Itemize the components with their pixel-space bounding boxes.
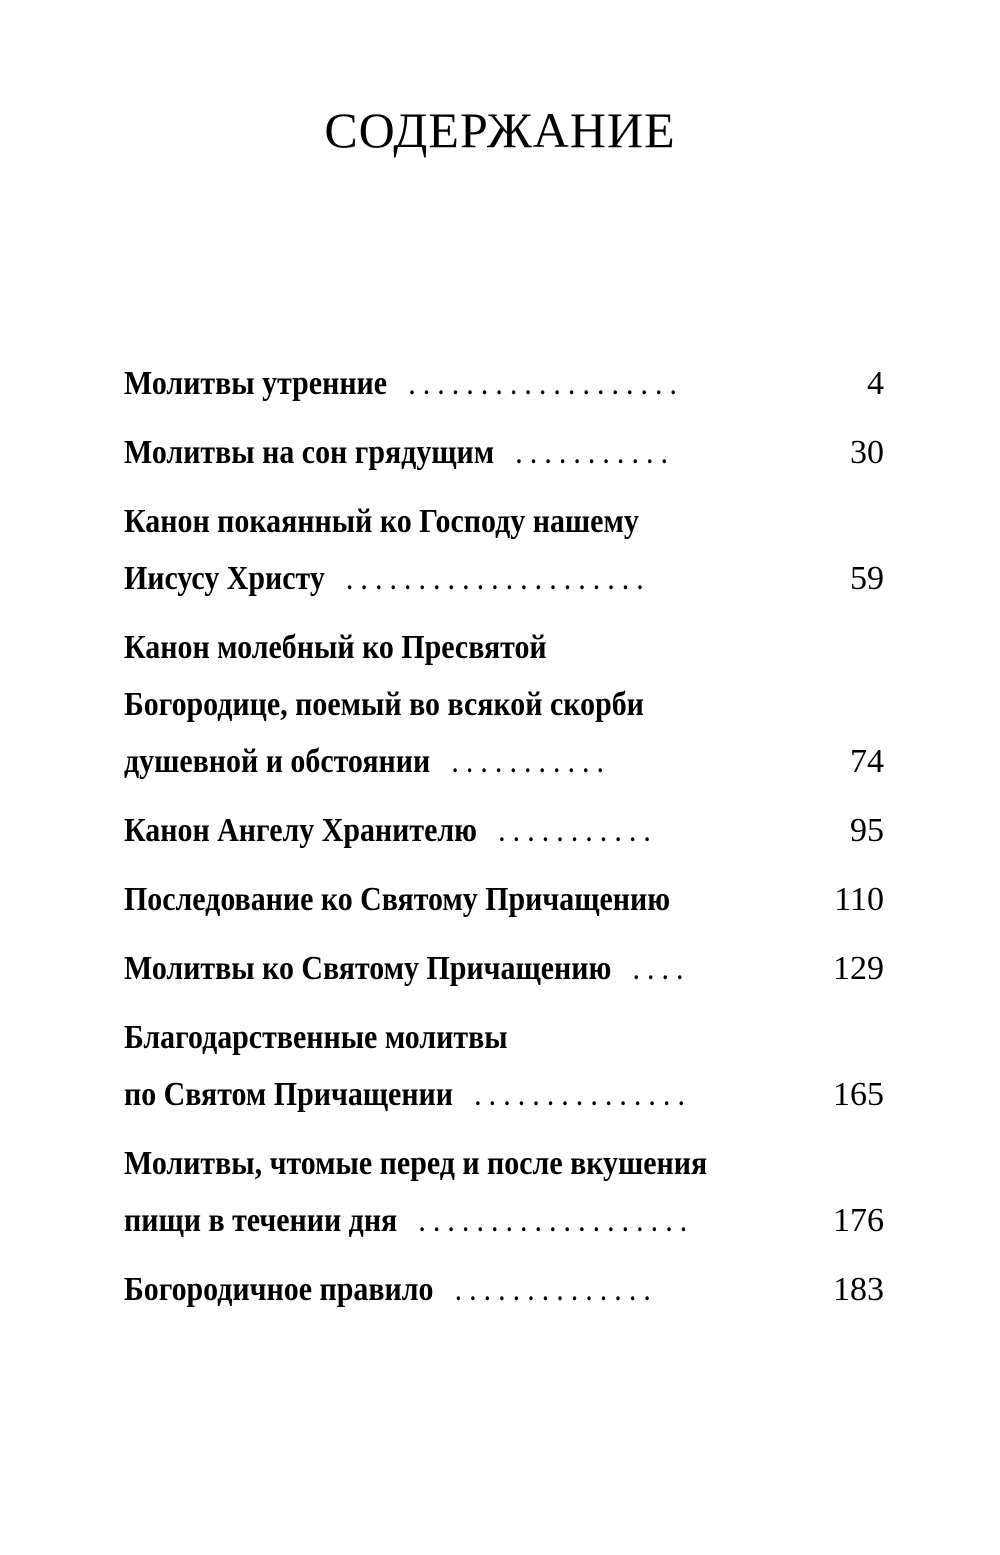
- toc-entry-line: Молитвы, чтомые перед и после вкушения: [124, 1145, 708, 1182]
- toc-entry-title: [124, 355, 740, 412]
- toc-entry-line: Канон молебный ко Пресвятой: [124, 629, 547, 666]
- toc-entry[interactable]: [124, 1261, 884, 1318]
- toc-entry-title: [124, 424, 740, 481]
- leader-dots: [670, 881, 691, 918]
- leader-dots: ...........: [515, 434, 676, 471]
- toc-page-number: 176: [833, 1202, 884, 1239]
- toc-entry-line: Богородице, поемый во всякой скорби: [124, 686, 644, 723]
- toc-page-number: 129: [833, 950, 884, 987]
- toc-page-number: 4: [867, 365, 884, 402]
- toc-entry-line: Молитвы утренние ...................: [124, 365, 685, 402]
- toc-entry-title: [124, 493, 740, 607]
- page-title: СОДЕРЖАНИЕ: [324, 102, 676, 158]
- toc-entry-line: по Святом Причащении ...............: [124, 1076, 692, 1113]
- toc-entry[interactable]: [124, 355, 884, 412]
- toc-page-number: 183: [833, 1271, 884, 1308]
- toc-page-number: 59: [850, 560, 884, 597]
- toc-page-number: 30: [850, 434, 884, 471]
- toc-entry-title: [124, 619, 740, 790]
- toc-page-number: 95: [850, 812, 884, 849]
- leader-dots: ..............: [454, 1271, 658, 1308]
- toc-entry[interactable]: [124, 1135, 884, 1249]
- toc-entry-line: Последование ко Святому Причащению: [124, 871, 740, 928]
- toc-entry-line: Молитвы ко Святому Причащению ....: [124, 950, 691, 987]
- toc-entry-line: Канон покаянный ко Господу нашему: [124, 503, 639, 540]
- toc-entry[interactable]: [124, 619, 884, 790]
- leader-dots: ....: [632, 950, 691, 987]
- leader-dots: ...................: [408, 365, 685, 402]
- toc-entry-title: [124, 1135, 740, 1249]
- table-of-contents: [124, 355, 884, 1330]
- toc-entry-line: Иисусу Христу .....................: [124, 560, 651, 597]
- toc-entry-title: [124, 1261, 740, 1318]
- toc-entry-title: [124, 802, 740, 859]
- toc-entry[interactable]: [124, 424, 884, 481]
- toc-entry-title: [124, 871, 740, 928]
- leader-dots: ...........: [451, 743, 612, 780]
- toc-page-number: 165: [833, 1076, 884, 1113]
- toc-entry-title: [124, 940, 740, 997]
- leader-dots: ...................: [418, 1202, 695, 1239]
- leader-dots: ...........: [498, 812, 658, 849]
- toc-entry-line: Благодарственные молитвы: [124, 1019, 508, 1056]
- toc-entry-line: Молитвы на сон грядущим ...........: [124, 434, 676, 471]
- toc-page-number: 110: [834, 881, 884, 918]
- leader-dots: .....................: [345, 560, 651, 597]
- leader-dots: ...............: [474, 1076, 692, 1113]
- toc-entry[interactable]: [124, 1009, 884, 1123]
- toc-entry[interactable]: [124, 802, 884, 859]
- toc-entry[interactable]: [124, 940, 884, 997]
- toc-entry-line: Богородичное правило ..............: [124, 1271, 658, 1308]
- toc-entry-line: душевной и обстоянии ...........: [124, 743, 612, 780]
- toc-page-number: 74: [850, 743, 884, 780]
- toc-entry[interactable]: [124, 493, 884, 607]
- toc-entry-line: пищи в течении дня ...................: [124, 1202, 695, 1239]
- toc-entry-title: [124, 1009, 740, 1123]
- toc-entry-line: Канон Ангелу Хранителю ...........: [124, 812, 658, 849]
- toc-entry[interactable]: [124, 871, 884, 928]
